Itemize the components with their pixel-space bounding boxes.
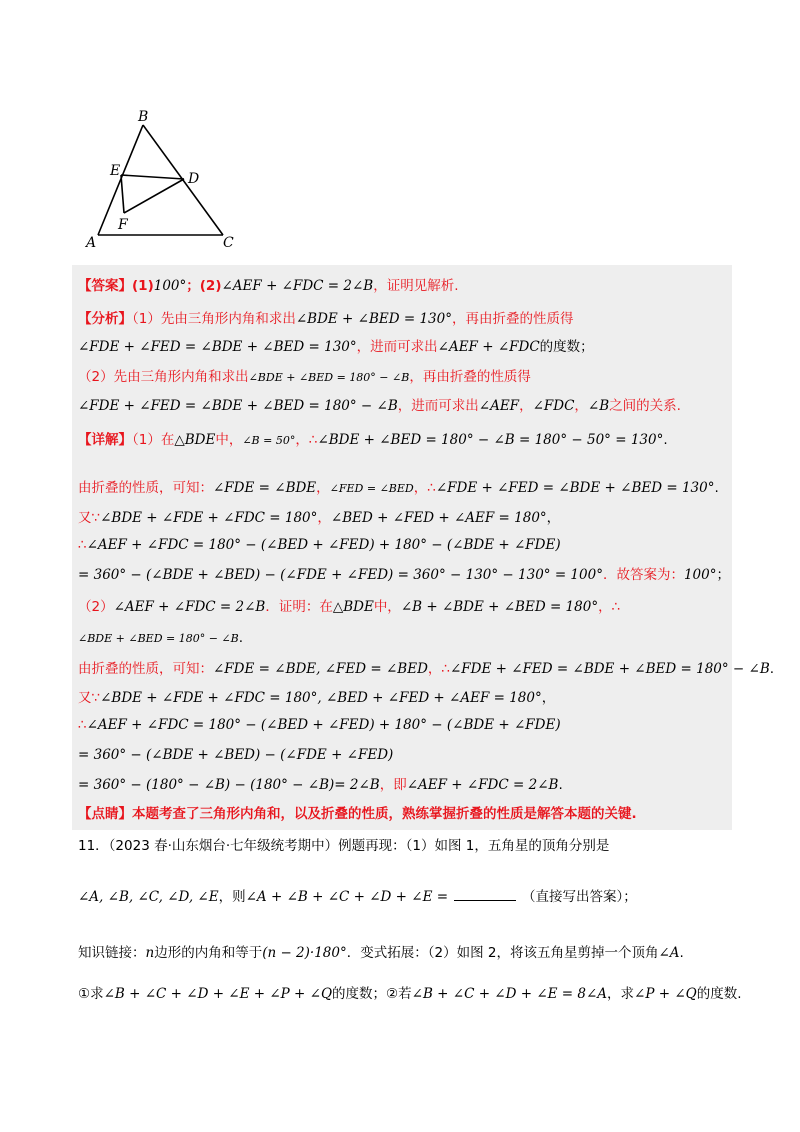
question-line-4: ①求∠B + ∠C + ∠D + ∠E + ∠P + ∠Q的度数；②若∠B + ∠C + ∠D + ∠E = 8∠A，求∠P + ∠Q的度数. xyxy=(78,986,742,1002)
analysis-line-4: ∠FDE + ∠FED = ∠BDE + ∠BED = 180° − ∠B，进而可求出∠AEF，∠FDC，∠B之间的关系. xyxy=(78,398,681,414)
analysis-line-1: 【分析】（1）先由三角形内角和求出∠BDE + ∠BED = 130°，再由折叠的性质得 xyxy=(78,311,574,327)
answer-line: 【答案】(1)100°；(2)∠AEF + ∠FDC = 2∠B，证明见解析. xyxy=(78,278,459,294)
detail-line-12: = 360° − (180° − ∠B) − (180° − ∠B)= 2∠B，即∠AEF + ∠FDC = 2∠B. xyxy=(78,777,563,793)
detail-line-7: ∠BDE + ∠BED = 180° − ∠B. xyxy=(78,630,244,646)
label-c: C xyxy=(223,235,234,251)
triangle-diagram xyxy=(80,105,250,255)
question-line-2: ∠A, ∠B, ∠C, ∠D, ∠E，则∠A + ∠B + ∠C + ∠D + ∠E = （直接写出答案）； xyxy=(78,889,637,905)
question-line-3: 知识链接：n边形的内角和等于(n − 2)·180°．变式拓展：（2）如图 2，将该五角星剪掉一个顶角∠A. xyxy=(78,945,684,961)
detail-line-9: 又∵∠BDE + ∠FDE + ∠FDC = 180°, ∠BED + ∠FED + ∠AEF = 180°， xyxy=(78,690,556,706)
label-f: F xyxy=(118,217,128,233)
question-line-1: 11．（2023 春·山东烟台·七年级统考期中）例题再现：（1）如图 1，五角星的顶角分别是 xyxy=(78,838,610,854)
label-d: D xyxy=(188,171,200,187)
label-e: E xyxy=(110,163,121,179)
detail-line-2: 由折叠的性质，可知：∠FDE = ∠BDE，∠FED = ∠BED，∴∠FDE + ∠FED = ∠BDE + ∠BED = 130°. xyxy=(78,480,719,496)
analysis-line-2: ∠FDE + ∠FED = ∠BDE + ∠BED = 130°，进而可求出∠AEF + ∠FDC的度数； xyxy=(78,339,594,355)
answer-blank[interactable] xyxy=(454,888,516,901)
detail-line-11: = 360° − (∠BDE + ∠BED) − (∠FDE + ∠FED) xyxy=(78,747,394,763)
detail-line-4: ∴∠AEF + ∠FDC = 180° − (∠BED + ∠FED) + 180° − (∠BDE + ∠FDE) xyxy=(78,537,561,553)
detail-line-3: 又∵∠BDE + ∠FDE + ∠FDC = 180°，∠BED + ∠FED + ∠AEF = 180°， xyxy=(78,510,561,526)
detail-line-10: ∴∠AEF + ∠FDC = 180° − (∠BED + ∠FED) + 180° − (∠BDE + ∠FDE) xyxy=(78,717,561,733)
detail-line-8: 由折叠的性质，可知：∠FDE = ∠BDE, ∠FED = ∠BED，∴∠FDE + ∠FED = ∠BDE + ∠BED = 180° − ∠B. xyxy=(78,661,775,677)
detail-line-5: = 360° − (∠BDE + ∠BED) − (∠FDE + ∠FED) = 360° − 130° − 130° = 100°．故答案为：100°； xyxy=(78,567,730,583)
detail-line-1: 【详解】（1）在△BDE中，∠B = 50°，∴∠BDE + ∠BED = 180° − ∠B = 180° − 50° = 130°. xyxy=(78,432,668,448)
remark-line: 【点睛】本题考查了三角形内角和，以及折叠的性质，熟练掌握折叠的性质是解答本题的关键. xyxy=(78,806,637,822)
triangle-figure xyxy=(80,105,250,255)
analysis-line-3: （2）先由三角形内角和求出∠BDE + ∠BED = 180° − ∠B，再由折叠的性质得 xyxy=(78,369,531,385)
label-b: B xyxy=(138,109,149,125)
label-a: A xyxy=(86,235,97,251)
detail-line-6: （2）∠AEF + ∠FDC = 2∠B．证明：在△BDE中，∠B + ∠BDE + ∠BED = 180°，∴ xyxy=(78,599,621,615)
